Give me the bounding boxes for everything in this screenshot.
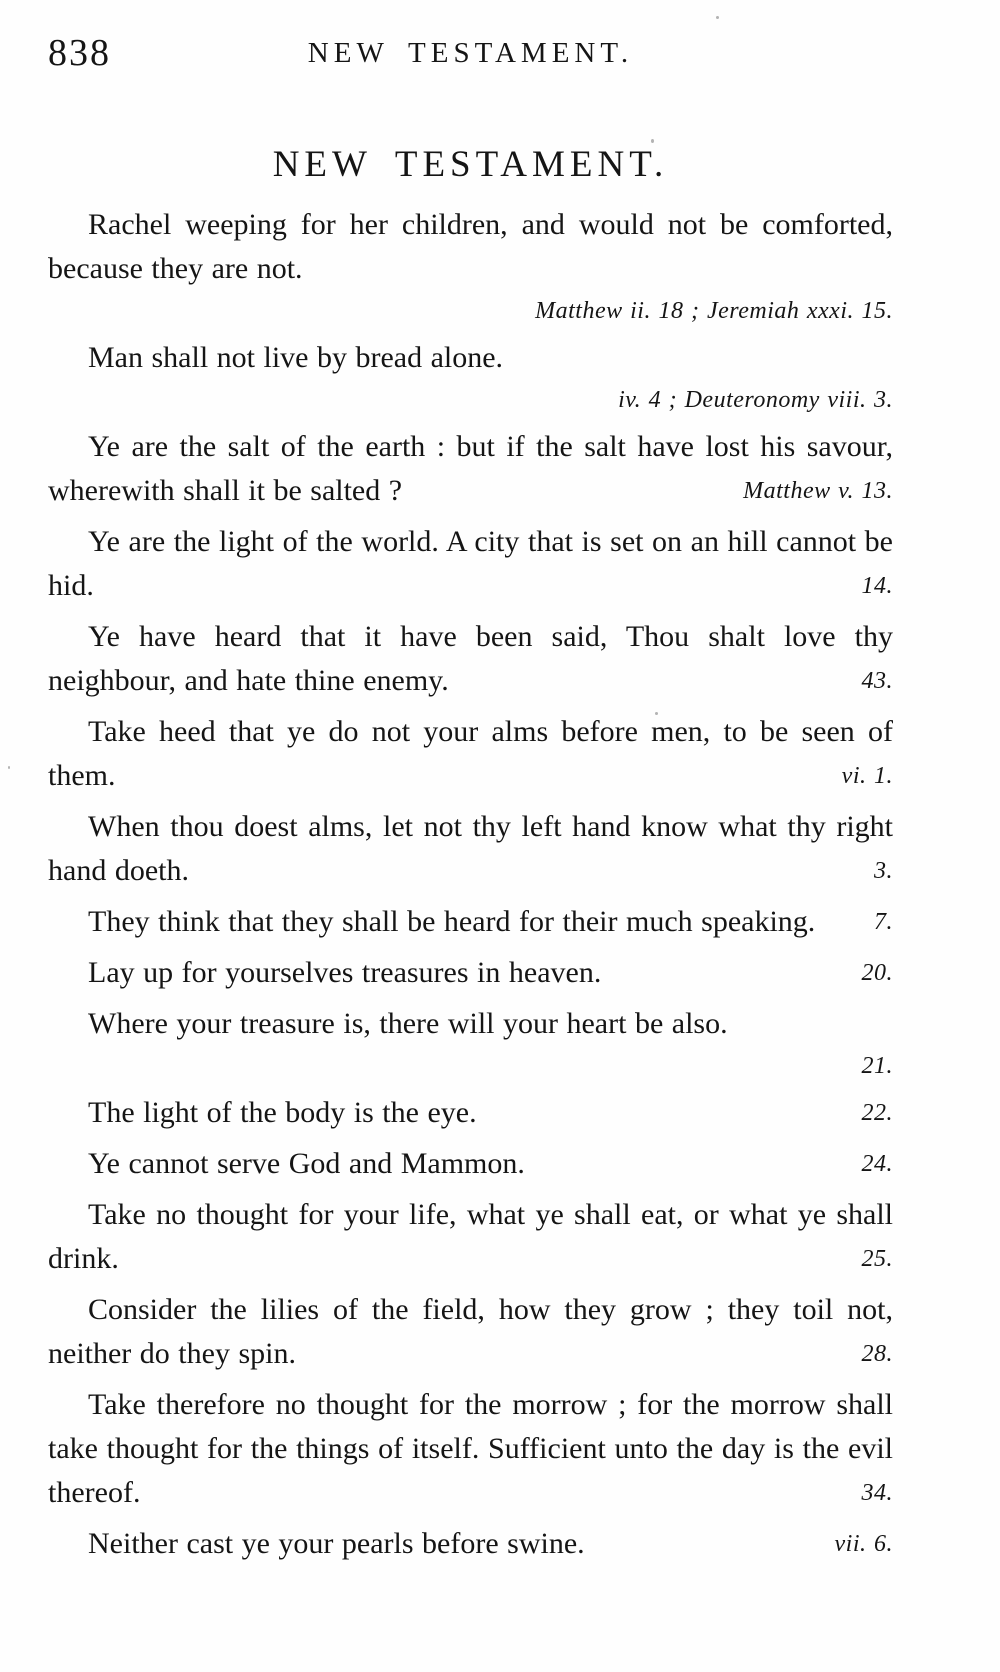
quote-paragraph xyxy=(48,203,893,329)
quote-citation: iv. 4 ; Deuteronomy viii. 3. xyxy=(618,387,893,413)
quote-citation: vii. 6. xyxy=(834,1531,893,1557)
scan-artifact xyxy=(716,16,719,19)
quote-text: Ye are the salt of the earth : but if the salt have lost his savour, wherewith shall it be salted ? xyxy=(48,430,893,507)
quote-citation: 22. xyxy=(861,1100,893,1126)
quote-text: Take heed that ye do not your alms before men, to be seen of them. xyxy=(48,715,893,792)
page-number: 838 xyxy=(48,32,111,74)
quote-paragraph xyxy=(48,805,893,893)
quote-text: Rachel weeping for her children, and would not be comforted, because they are not. xyxy=(48,208,893,285)
quote-text: Man shall not live by bread alone. xyxy=(88,341,504,374)
quote-text: Lay up for yourselves treasures in heaven. xyxy=(88,956,602,989)
quote-paragraph xyxy=(48,951,893,995)
quote-citation: Matthew v. 13. xyxy=(743,478,893,504)
quote-text: Where your treasure is, there will your heart be also. xyxy=(88,1007,728,1040)
quote-citation: 3. xyxy=(874,858,893,884)
quote-text: Take no thought for your life, what ye shall eat, or what ye shall drink. xyxy=(48,1198,893,1275)
quote-paragraph xyxy=(48,1193,893,1281)
quote-text: Consider the lilies of the field, how they grow ; they toil not, neither do they spin. xyxy=(48,1293,893,1370)
quote-text: Ye have heard that it have been said, Thou shalt love thy neighbour, and hate thine enemy. xyxy=(48,620,893,697)
quote-citation: vi. 1. xyxy=(841,763,893,789)
quote-paragraph xyxy=(48,900,893,944)
quote-text: Take therefore no thought for the morrow ; for the morrow shall take thought for the things of itself. Sufficient unto the day is the evil thereof. xyxy=(48,1388,893,1509)
scan-artifact xyxy=(8,766,10,769)
scan-artifact xyxy=(651,139,654,143)
page-title: NEW TESTAMENT. xyxy=(272,144,669,185)
quote-paragraph xyxy=(48,1288,893,1376)
quote-citation: 24. xyxy=(861,1151,893,1177)
quote-text: They think that they shall be heard for their much speaking. xyxy=(88,905,816,938)
quote-paragraph xyxy=(48,615,893,703)
quote-text: Ye cannot serve God and Mammon. xyxy=(88,1147,525,1180)
page-content xyxy=(48,33,893,1566)
quote-paragraph xyxy=(48,520,893,608)
quote-paragraph xyxy=(48,1383,893,1515)
running-title: NEW TESTAMENT. xyxy=(307,37,634,69)
quote-citation: 28. xyxy=(861,1341,893,1367)
quote-paragraph xyxy=(48,1522,893,1566)
quote-paragraph xyxy=(48,710,893,798)
quote-text: Neither cast ye your pearls before swine. xyxy=(88,1527,585,1560)
quote-citation: 25. xyxy=(861,1246,893,1272)
quote-text: When thou doest alms, let not thy left hand know what thy right hand doeth. xyxy=(48,810,893,887)
quote-text: Ye are the light of the world. A city that is set on an hill cannot be hid. xyxy=(48,525,893,602)
quote-paragraph xyxy=(48,1142,893,1186)
quote-citation: 34. xyxy=(861,1480,893,1506)
quote-paragraph xyxy=(48,1002,893,1084)
quote-citation: 7. xyxy=(874,909,893,935)
quote-text: The light of the body is the eye. xyxy=(88,1096,477,1129)
page-header xyxy=(48,33,893,81)
quote-citation: 14. xyxy=(861,573,893,599)
quote-citation: 43. xyxy=(861,668,893,694)
quote-paragraph xyxy=(48,1091,893,1135)
scan-artifact xyxy=(655,712,658,715)
quote-paragraph xyxy=(48,336,893,418)
quotes-section xyxy=(48,203,893,1566)
quote-paragraph xyxy=(48,425,893,513)
quote-citation: 20. xyxy=(861,960,893,986)
quote-citation: Matthew ii. 18 ; Jeremiah xxxi. 15. xyxy=(535,298,893,324)
quote-citation: 21. xyxy=(861,1053,893,1079)
